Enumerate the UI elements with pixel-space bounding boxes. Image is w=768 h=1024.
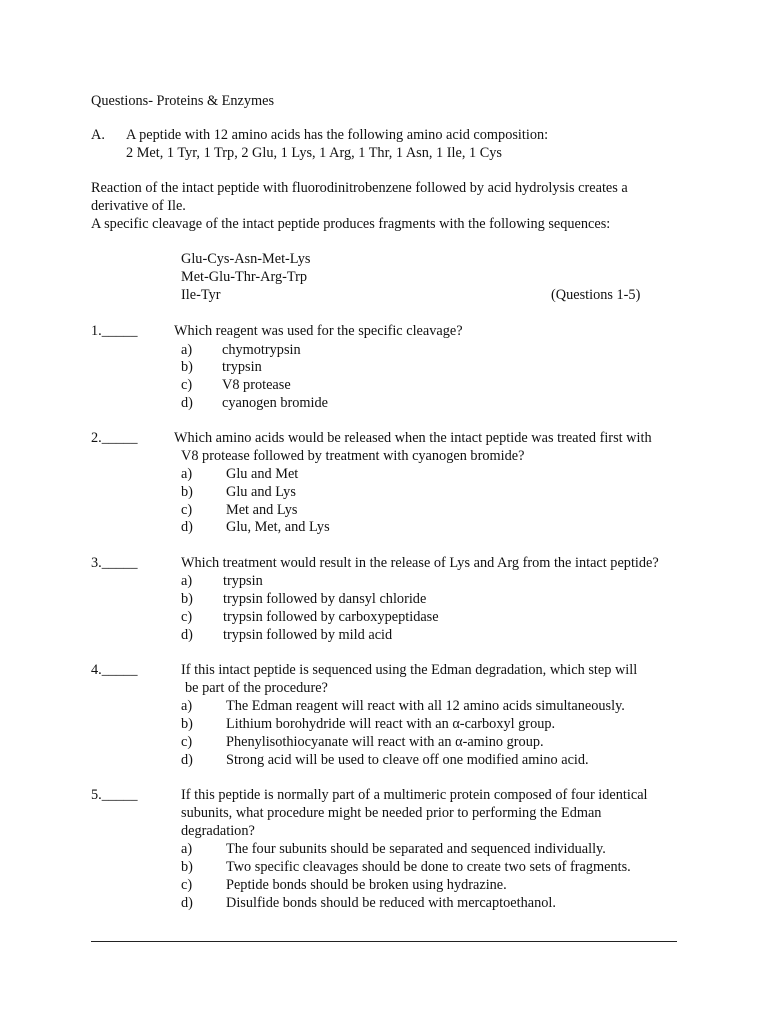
option-letter: b) [181, 359, 193, 375]
question-number: 1._____ [91, 323, 138, 339]
option-letter: c) [181, 877, 193, 893]
option-letter: a) [181, 466, 193, 482]
questions-reference: (Questions 1-5) [551, 287, 641, 303]
option-text: Disulfide bonds should be reduced with mercaptoethanol. [226, 895, 556, 911]
option-text: Strong acid will be used to cleave off one modified amino acid. [226, 752, 589, 768]
question-number: 4._____ [91, 662, 138, 678]
question-number: 5._____ [91, 787, 138, 803]
option-text: chymotrypsin [222, 342, 301, 358]
option-letter: b) [181, 716, 193, 732]
intro-line-1: Reaction of the intact peptide with fluorodinitrobenzene followed by acid hydrolysis creates a [91, 180, 628, 196]
option-text: The four subunits should be separated and sequenced individually. [226, 841, 606, 857]
option-text: Two specific cleavages should be done to create two sets of fragments. [226, 859, 631, 875]
option-text: trypsin [222, 359, 262, 375]
option-letter: d) [181, 895, 193, 911]
question-text: If this intact peptide is sequenced using the Edman degradation, which step will [181, 662, 638, 678]
option-letter: c) [181, 377, 193, 393]
option-letter: b) [181, 484, 193, 500]
page-title: Questions- Proteins & Enzymes [91, 93, 275, 109]
option-text: Peptide bonds should be broken using hydrazine. [226, 877, 507, 893]
option-text: trypsin followed by carboxypeptidase [223, 609, 439, 625]
question-text: V8 protease followed by treatment with cyanogen bromide? [181, 448, 525, 464]
fragment-sequence: Met-Glu-Thr-Arg-Trp [181, 269, 307, 285]
option-letter: b) [181, 859, 193, 875]
fragment-sequence: Ile-Tyr [181, 287, 221, 303]
option-letter: d) [181, 395, 193, 411]
option-text: trypsin followed by mild acid [223, 627, 393, 643]
option-letter: a) [181, 342, 193, 358]
option-text: Glu and Lys [226, 484, 296, 500]
fragment-sequence: Glu-Cys-Asn-Met-Lys [181, 251, 311, 267]
option-text: Lithium borohydride will react with an α-carboxyl group. [226, 716, 556, 732]
option-text: trypsin followed by dansyl chloride [223, 591, 427, 607]
question-text: degradation? [181, 823, 255, 839]
option-text: trypsin [223, 573, 263, 589]
intro-line-3: A specific cleavage of the intact peptide produces fragments with the following sequences: [91, 216, 611, 232]
option-letter: a) [181, 841, 193, 857]
option-letter: d) [181, 627, 193, 643]
option-letter: b) [181, 591, 193, 607]
question-text: Which reagent was used for the specific cleavage? [174, 323, 463, 339]
option-letter: c) [181, 609, 193, 625]
option-letter: a) [181, 573, 193, 589]
option-text: Met and Lys [226, 502, 298, 518]
option-text: cyanogen bromide [222, 395, 328, 411]
option-letter: a) [181, 698, 193, 714]
option-text: V8 protease [222, 377, 291, 393]
option-letter: d) [181, 519, 193, 535]
option-text: Glu, Met, and Lys [226, 519, 330, 535]
section-a-label: A. [91, 127, 105, 143]
question-text: If this peptide is normally part of a multimeric protein composed of four identical [181, 787, 648, 803]
question-text: Which amino acids would be released when the intact peptide was treated first with [174, 430, 652, 446]
question-number: 3._____ [91, 555, 138, 571]
question-text: be part of the procedure? [185, 680, 328, 696]
option-text: Phenylisothiocyanate will react with an α-amino group. [226, 734, 544, 750]
section-a-text: A peptide with 12 amino acids has the following amino acid composition: [126, 127, 549, 143]
horizontal-rule [91, 941, 677, 942]
option-letter: d) [181, 752, 193, 768]
option-text: The Edman reagent will react with all 12 amino acids simultaneously. [226, 698, 625, 714]
question-text: subunits, what procedure might be needed prior to performing the Edman [181, 805, 602, 821]
question-number: 2._____ [91, 430, 138, 446]
option-text: Glu and Met [226, 466, 299, 482]
option-letter: c) [181, 502, 193, 518]
intro-line-2: derivative of Ile. [91, 198, 186, 214]
amino-acid-composition: 2 Met, 1 Tyr, 1 Trp, 2 Glu, 1 Lys, 1 Arg, 1 Thr, 1 Asn, 1 Ile, 1 Cys [126, 145, 502, 161]
option-letter: c) [181, 734, 193, 750]
question-text: Which treatment would result in the release of Lys and Arg from the intact peptide? [181, 555, 659, 571]
